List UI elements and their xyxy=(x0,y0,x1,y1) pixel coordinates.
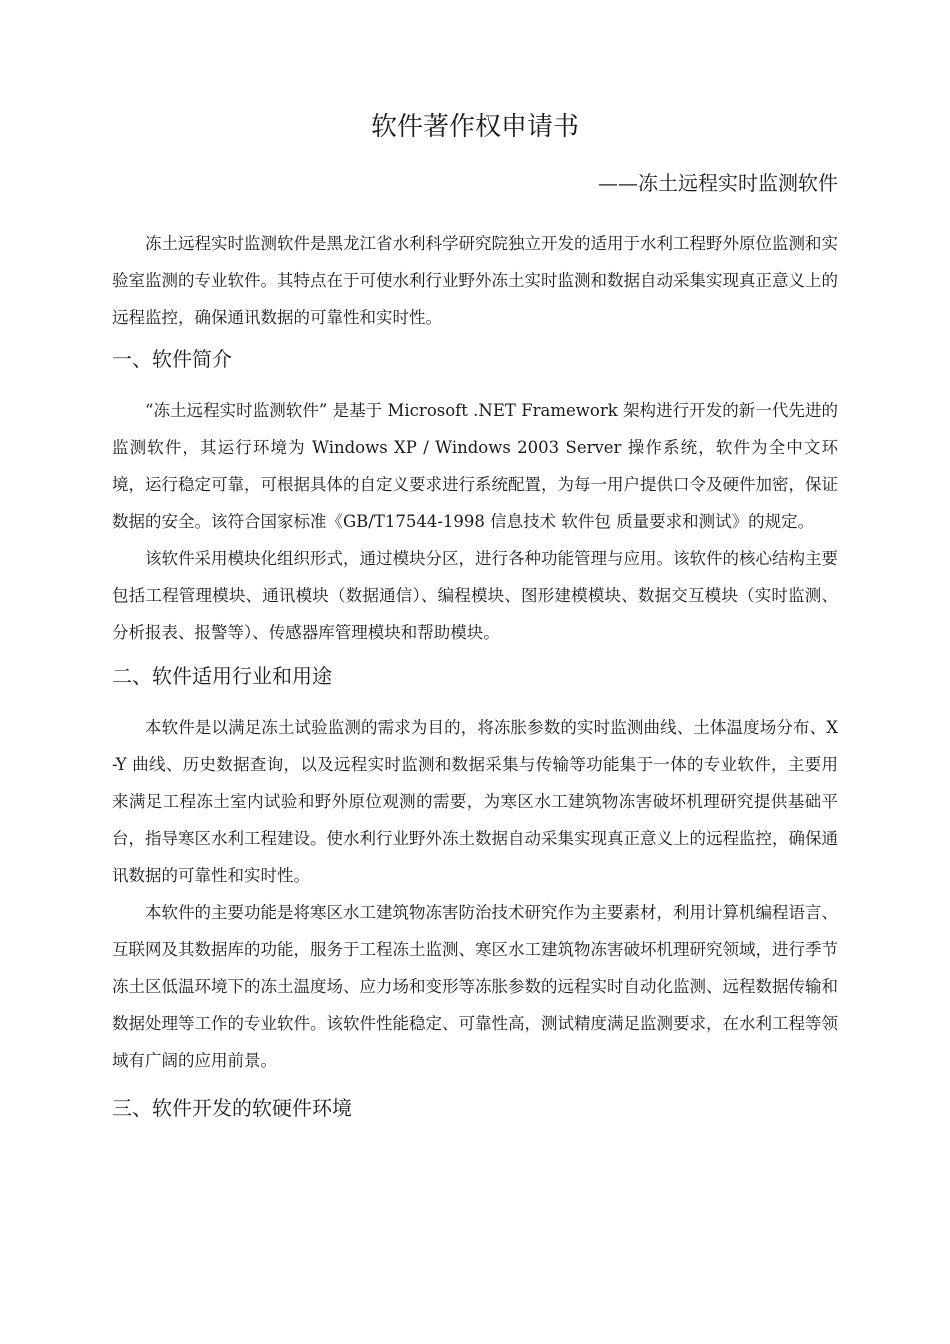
document-subtitle: ——冻土远程实时监测软件 xyxy=(598,171,838,195)
section-heading-usage: 二、软件适用行业和用途 xyxy=(112,664,332,688)
paragraph: “冻土远程实时监测软件” 是基于 Microsoft .NET Framework 架构进行开发的新一代先进的监测软件，其运行环境为 Windows XP / Windows 2003 Server 操作系统，软件为全中文环境，运行稳定可靠，可根据具体的自定义要求进行系统配置，为每一用户提供口令及硬件加密，保证数据的安全。该符合国家标准《GB/T17544-1998 信息技术 软件包 质量要求和测试》的规定。 xyxy=(112,401,838,531)
document-title: 软件著作权申请书 xyxy=(370,112,579,142)
section-heading-environment: 三、软件开发的软硬件环境 xyxy=(112,1096,352,1120)
paragraph: 该软件采用模块化组织形式，通过模块分区，进行各种功能管理与应用。该软件的核心结构主要包括工程管理模块、通讯模块（数据通信）、编程模块、图形建模模块、数据交互模块（实时监测、分析报表、报警等）、传感器库管理模块和帮助模块。 xyxy=(112,549,838,642)
section-heading-intro: 一、软件简介 xyxy=(112,347,232,371)
document-body xyxy=(112,225,838,1123)
paragraph: 本软件的主要功能是将寒区水工建筑物冻害防治技术研究作为主要素材，利用计算机编程语言、互联网及其数据库的功能，服务于工程冻土监测、寒区水工建筑物冻害破坏机理研究领域，进行季节冻土区低温环境下的冻土温度场、应力场和变形等冻胀参数的远程实时自动化监测、远程数据传输和数据处理等工作的专业软件。该软件性能稳定、可靠性高，测试精度满足监测要求，在水利工程等领域有广阔的应用前景。 xyxy=(112,903,838,1070)
intro-paragraph: 冻土远程实时监测软件是黑龙江省水利科学研究院独立开发的适用于水利工程野外原位监测和实验室监测的专业软件。其特点在于可使水利行业野外冻土实时监测和数据自动采集实现真正意义上的远程监控，确保通讯数据的可靠性和实时性。 xyxy=(112,234,838,327)
paragraph: 本软件是以满足冻土试验监测的需求为目的，将冻胀参数的实时监测曲线、土体温度场分布、X-Y 曲线、历史数据查询，以及远程实时监测和数据采集与传输等功能集于一体的专业软件，主要用来满足工程冻土室内试验和野外原位观测的需要，为寒区水工建筑物冻害破坏机理研究提供基础平台，指导寒区水利工程建设。使水利行业野外冻土数据自动采集实现真正意义上的远程监控，确保通讯数据的可靠性和实时性。 xyxy=(112,718,838,885)
